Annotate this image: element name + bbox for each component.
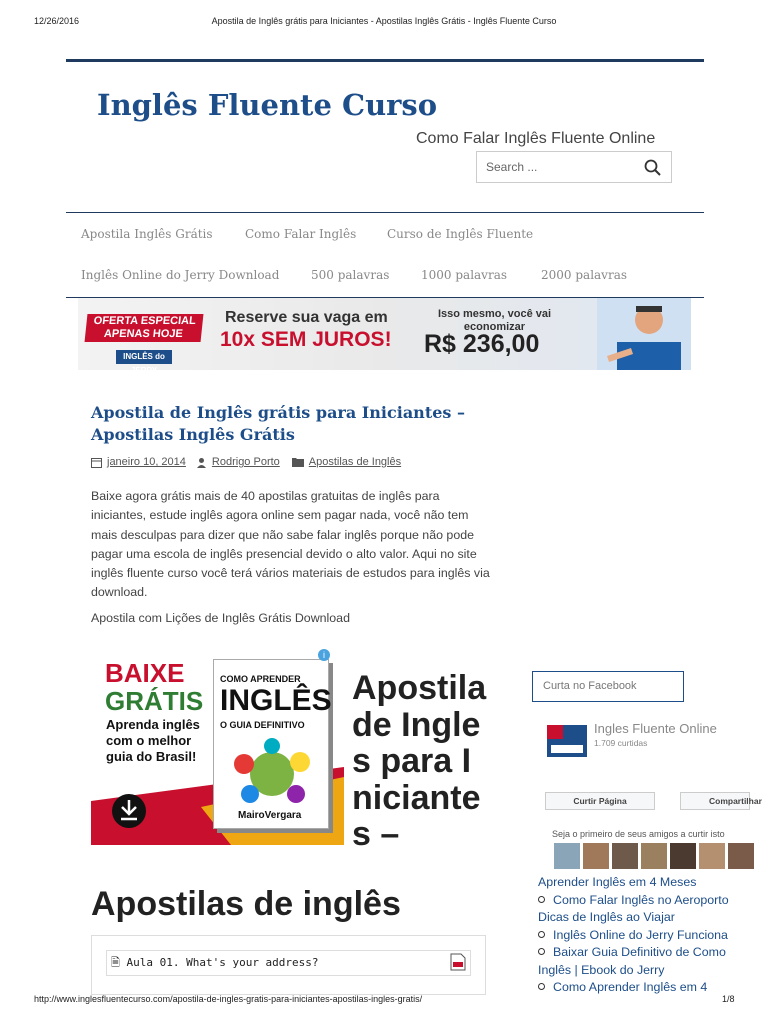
print-page-number: 1/8	[722, 994, 735, 1004]
sidebar-link[interactable]	[538, 909, 734, 927]
sidebar-link-label: Inglês Online do Jerry Funciona	[553, 927, 728, 942]
banner-isso: Isso mesmo, você vai economizar	[437, 308, 552, 333]
fb-face	[583, 843, 609, 869]
nav-apostila[interactable]: Apostila Inglês Grátis	[81, 227, 213, 241]
nav-500[interactable]: 500 palavras	[311, 268, 390, 282]
search-button[interactable]	[643, 158, 663, 178]
bullet-icon	[538, 931, 545, 938]
fb-face	[699, 843, 725, 869]
sidebar-recent-posts	[538, 874, 734, 997]
ad-book	[213, 659, 332, 829]
sidebar-link-label: Aprender Inglês em 4 Meses	[538, 875, 697, 889]
ebook-ad[interactable]	[91, 647, 344, 845]
sidebar-link-label: Dicas de Inglês ao Viajar	[538, 910, 675, 924]
ad-gratis-text: GRÁTIS	[105, 686, 204, 716]
site-title[interactable]: Inglês Fluente Curso	[97, 88, 438, 122]
sidebar-link[interactable]	[538, 944, 734, 962]
post-author[interactable]: Rodrigo Porto	[211, 456, 280, 468]
fb-like-count: 1.709 curtidas	[594, 738, 648, 748]
nav-como-falar[interactable]: Como Falar Inglês	[245, 227, 357, 241]
fb-face	[554, 843, 580, 869]
banner-person-image	[597, 298, 691, 370]
document-item[interactable]	[106, 950, 471, 976]
sidebar-link[interactable]	[538, 874, 734, 892]
document-item-label: Aula 01. What's your address?	[126, 956, 319, 969]
sidebar-link-label: Como Falar Inglês no Aeroporto	[553, 892, 729, 907]
fb-page-name[interactable]: Ingles Fluente Online	[594, 721, 717, 736]
facebook-like-field[interactable]: Curta no Facebook	[532, 671, 684, 702]
fb-face	[641, 843, 667, 869]
facebook-widget	[540, 715, 762, 875]
doc-icon: 🗎	[111, 956, 120, 969]
bullet-icon	[538, 948, 545, 955]
post-title[interactable]: Apostila de Inglês grátis para Iniciantes – Apostilas Inglês Grátis	[91, 403, 465, 444]
site-tagline: Como Falar Inglês Fluente Online	[416, 130, 656, 147]
print-url: http://www.inglesfluentecurso.com/apostila-de-ingles-gratis-para-iniciantes-apostilas-ingles-gratis/	[34, 994, 423, 1004]
content-heading-part1: Apostila de Ingles para Iniciantes –	[352, 669, 487, 853]
post-category[interactable]: Apostilas de Inglês	[308, 456, 402, 468]
sidebar-link[interactable]	[538, 892, 734, 910]
search-icon	[643, 158, 663, 178]
book-art-icon	[224, 736, 320, 806]
pdf-icon[interactable]	[450, 953, 466, 971]
ad-baixe-text: BAIXE	[105, 658, 185, 688]
sidebar-link[interactable]	[538, 927, 734, 945]
sidebar-link-label: Baixar Guia Definitivo de Como	[553, 945, 726, 959]
post-date[interactable]: janeiro 10, 2014	[107, 456, 186, 468]
fb-face	[612, 843, 638, 869]
fb-face	[728, 843, 754, 869]
nav-2000[interactable]: 2000 palavras	[541, 268, 628, 282]
post-subheading: Apostila com Lições de Inglês Grátis Download	[91, 611, 350, 625]
print-title: Apostila de Inglês grátis para Iniciantes - Apostilas Inglês Grátis - Inglês Fluente Curso	[211, 16, 557, 26]
sidebar-link-label: Inglês | Ebook do Jerry	[538, 962, 665, 977]
author-icon	[196, 457, 207, 468]
bullet-icon	[538, 896, 545, 903]
print-date: 12/26/2016	[34, 16, 80, 26]
fb-friend-faces	[554, 843, 754, 869]
banner-price: R$ 236,00	[424, 330, 540, 358]
post-excerpt: Baixe agora grátis mais de 40 apostilas gratuitas de inglês para iniciantes, estude inglês agora online sem pagar nada, você não tem mais desculpas para dizer que não sabe falar inglês porque não pode pagar uma escola de inglês presencial devido o alto valor. Aqui no site inglês fluente curso você terá vários materiais de estudos para inglês via download.	[91, 489, 490, 600]
nav-jerry[interactable]: Inglês Online do Jerry Download	[81, 268, 280, 282]
nav-1000[interactable]: 1000 palavras	[421, 268, 508, 282]
folder-icon	[292, 457, 304, 467]
fb-face	[670, 843, 696, 869]
promo-banner[interactable]	[78, 298, 691, 375]
content-heading-part2: Apostilas de inglês	[91, 885, 401, 923]
fb-share-button[interactable]: Compartilhar	[680, 792, 750, 810]
book-author: MairoVergara	[238, 810, 302, 821]
sidebar-link[interactable]	[538, 962, 734, 980]
sidebar-link[interactable]	[538, 979, 734, 997]
search-input[interactable]	[477, 152, 627, 182]
search-box	[476, 151, 672, 183]
page-logo-icon	[545, 719, 589, 763]
banner-juros: 10x SEM JUROS!	[220, 328, 392, 351]
banner-logo: INGLÊS do JERRY	[116, 350, 172, 364]
book-line3: O GUIA DEFINITIVO	[220, 720, 305, 730]
main-nav	[66, 212, 704, 298]
ad-baixe	[105, 659, 203, 715]
post-meta	[91, 456, 401, 468]
banner-reserve: Reserve sua vaga em	[225, 309, 388, 326]
document-embed	[91, 935, 486, 995]
nav-curso[interactable]: Curso de Inglês Fluente	[387, 227, 534, 241]
bullet-icon	[538, 983, 545, 990]
ad-info-icon[interactable]: i	[318, 649, 330, 661]
ad-aprenda: Aprenda inglês com o melhor guia do Brasil!	[106, 717, 200, 764]
top-rule	[66, 59, 704, 62]
fb-like-button[interactable]: Curtir Página	[545, 792, 655, 810]
book-line1: COMO APRENDER	[220, 674, 301, 684]
calendar-icon	[91, 457, 102, 468]
sidebar-link-label: Como Aprender Inglês em 4	[553, 980, 708, 994]
fb-first-friends: Seja o primeiro de seus amigos a curtir isto	[552, 829, 725, 839]
banner-offer: OFERTA ESPECIAL APENAS HOJE	[85, 314, 204, 342]
book-line2: INGLÊS	[220, 684, 332, 717]
